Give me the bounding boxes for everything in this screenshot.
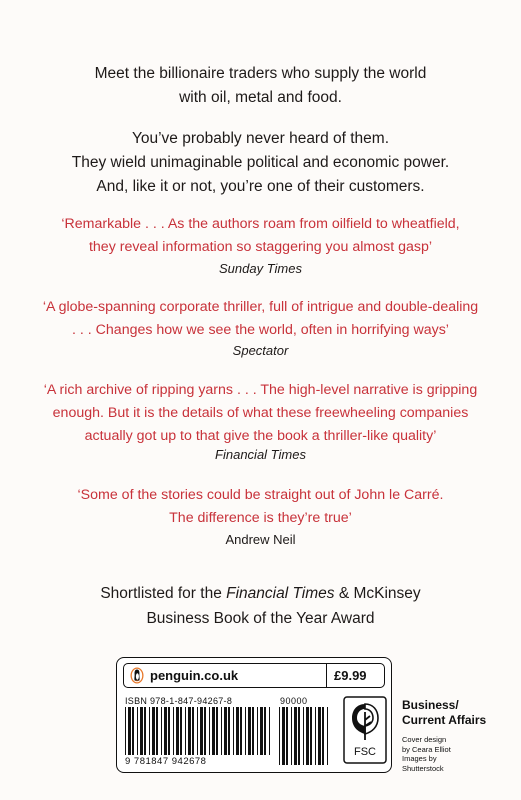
barcode-bar [315, 707, 316, 765]
barcode-bar [156, 707, 158, 755]
barcode-bar [264, 707, 266, 755]
barcode-bar [318, 707, 321, 765]
barcode-bar [161, 707, 162, 755]
barcode-bar [282, 707, 285, 765]
barcode-bar [152, 707, 155, 755]
category-line: Current Affairs [402, 713, 487, 727]
review-quote [0, 296, 521, 342]
review-quote [0, 484, 521, 530]
barcode-bar [260, 707, 263, 755]
quote-line: ‘A rich archive of ripping yarns . . . The high-level narrative is gripping [43, 382, 478, 398]
quote-line: actually got up to that give the book a thriller-like quality’ [84, 428, 437, 444]
supplement-number: 90000 [280, 696, 308, 706]
price-divider [326, 664, 327, 687]
barcode-bar [185, 707, 186, 755]
barcode-bar [200, 707, 203, 755]
barcode-bar [248, 707, 251, 755]
intro-line: Meet the billionaire traders who supply the world [94, 65, 427, 82]
review-quote [0, 379, 521, 448]
intro-line: And, like it or not, you’re one of their customers. [96, 178, 425, 195]
penguin-logo-icon [130, 667, 144, 684]
barcode-bars [123, 707, 273, 755]
barcode-bar [204, 707, 206, 755]
barcode-bar [240, 707, 242, 755]
shortlist-pre: Shortlisted for the [100, 585, 227, 602]
shortlist-line-1 [0, 581, 521, 606]
barcode-bar [212, 707, 215, 755]
barcode-bar [310, 707, 312, 765]
barcode-bar [303, 707, 304, 765]
barcode-bar [322, 707, 324, 765]
barcode-bar [233, 707, 234, 755]
credit-line: Shutterstock [402, 763, 444, 773]
quote-line: ‘Remarkable . . . As the authors roam from oilfield to wheatfield, [61, 216, 460, 232]
isbn: ISBN 978-1-847-94267-8 [125, 696, 233, 706]
barcode-bar [140, 707, 143, 755]
barcode-bar [269, 707, 270, 755]
publisher-url: penguin.co.uk [150, 668, 239, 683]
barcode-bar [197, 707, 198, 755]
quote-source: Financial Times [215, 447, 306, 462]
quote-line: they reveal information so staggering you almost gasp’ [88, 239, 433, 255]
quote-source: Spectator [232, 343, 289, 358]
price: £9.99 [334, 668, 367, 683]
barcode-bar [149, 707, 150, 755]
barcode-bar [291, 707, 292, 765]
quote-line: enough. But it is the details of what these freewheeling companies [52, 405, 469, 421]
barcode-bar [173, 707, 174, 755]
barcode-bar [176, 707, 179, 755]
shortlist-italic: Financial Times [226, 585, 335, 602]
barcode-bar [245, 707, 246, 755]
barcode-bar [252, 707, 254, 755]
barcode-bar [132, 707, 134, 755]
category-line: Business/ [402, 698, 459, 712]
barcode-bar [294, 707, 297, 765]
quote-line: ‘Some of the stories could be straight out of John le Carré. [77, 487, 444, 503]
intro-paragraph-1 [0, 62, 521, 110]
barcode-bar [228, 707, 230, 755]
intro-line: They wield unimaginable political and economic power. [71, 154, 450, 171]
quote-source: Sunday Times [219, 261, 302, 276]
barcode-bar [144, 707, 146, 755]
review-quote [0, 213, 521, 259]
category-label [402, 698, 486, 728]
cover-credits [402, 735, 451, 773]
barcode-bar [137, 707, 138, 755]
fsc-label: FSC [354, 746, 376, 758]
supplement-barcode-bars [277, 707, 333, 765]
barcode-panel [116, 657, 392, 773]
quote-source: Andrew Neil [225, 532, 296, 547]
barcode-bar [164, 707, 167, 755]
publisher-price-box [123, 663, 385, 688]
intro-line: with oil, metal and food. [179, 89, 342, 106]
barcode-bar [192, 707, 194, 755]
intro-line: You’ve probably never heard of them. [131, 130, 390, 147]
barcode-bar [286, 707, 288, 765]
shortlist-line-2: Business Book of the Year Award [146, 610, 375, 627]
shortlist-post: & McKinsey [334, 585, 421, 602]
quote-line: ‘A globe-spanning corporate thriller, full of intrigue and double-dealing [42, 299, 479, 315]
barcode-bar [180, 707, 182, 755]
credit-line: Cover design [402, 735, 447, 744]
barcode-bar [128, 707, 131, 755]
barcode-bar [306, 707, 309, 765]
barcode-bar [279, 707, 280, 765]
barcode-bar [188, 707, 191, 755]
barcode-bar [221, 707, 222, 755]
quote-line: The difference is they’re true’ [169, 510, 352, 526]
barcode-bar [257, 707, 258, 755]
barcode-bar [236, 707, 239, 755]
shortlist-note [0, 581, 521, 631]
fsc-logo-icon [343, 696, 387, 764]
barcode-bar [216, 707, 218, 755]
barcode-bar [209, 707, 210, 755]
credit-line: Images by [402, 754, 437, 763]
barcode-bar [125, 707, 126, 755]
quote-line: . . . Changes how we see the world, often in horrifying ways’ [72, 322, 449, 338]
barcode-bar [168, 707, 170, 755]
credit-line: by Ceara Elliot [402, 744, 451, 754]
barcode-number: 9 781847 942678 [125, 756, 207, 767]
barcode-bar [327, 707, 328, 765]
barcode-bar [224, 707, 227, 755]
intro-paragraph-2 [0, 127, 521, 199]
barcode-bar [298, 707, 300, 765]
